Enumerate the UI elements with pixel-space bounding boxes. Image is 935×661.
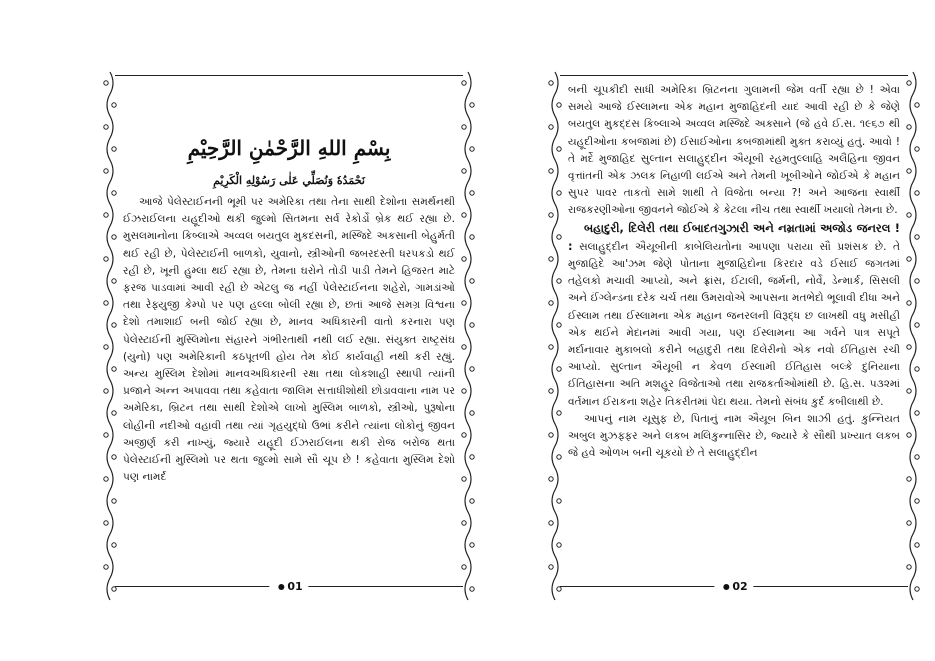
page-number-right: 02	[714, 579, 753, 595]
vine-border-right	[461, 72, 475, 590]
page-number-left: 01	[269, 579, 308, 595]
section-body: સલાહુદ્દીન ઐયૂબીની કાબેલિયતોના આપણા પરાયા સૌ પ્રશંસક છે. તે મુજાહિદે આ'ઝમ જેણે પોતાના મુજાહિદોના કિરદાર વડે ઈસાઈ જગતમાં તહેલકો મચાવી આપ્યો, અને ફ્રાંસ, ઈટાલી, જર્મની, નોર્વે, ડેન્માર્ક, સિસલી અને ઈંગ્લેન્ડના દરેક ચર્ચ તથા ઉમરાવોએ આપસના મતભેદો ભૂલાવી દીધા અને ઈસ્લામ તથા ઈસ્લામના એક મહાન જનરલની વિરૂદ્ધ છ લાખથી વધુ મસીહી એક થઈને મેદાનમાં આવી ગયા, પણ ઈસ્લામના આ ગર્વને પાત્ર સપૂતે મર્દાનાવાર મુકાબલો કરીને બહાદુરી તથા દિલેરીનો એક નવો ઈતિહાસ રચી આપ્યો. સુલ્તાન ઐયૂબી ન કેવળ ઈસ્લામી ઈતિહાસ બલ્કે દુનિયાના ઈતિહાસના અતિ મશહૂર વિજેતાઓ તથા રાજકર્તાઓમાંથી છે. હિ.સ. પ૩૨માં વર્તમાન ઈરાકના શહેર તિકરીતમાં પેદા થયા. તેમનો સંબંધ કુર્દ કબીલાથી છે.	[568, 240, 900, 408]
right-page	[560, 75, 908, 593]
right-page-content	[568, 82, 900, 572]
vine-border-right	[906, 72, 920, 590]
bismillah-calligraphy: بِسْمِ اللهِ الرَّحْمٰنِ الرَّحِيْمِ	[187, 136, 391, 160]
right-paragraph-1: બની ચૂપકીદી સાધી અમેરિકા બ્રિટનના ગુલામની જેમ વર્તી રહ્યા છે ! એવા સમયે આજે ઈસ્લામના એક મહાન મુજાહિદની યાદ આવી રહી છે કે જેણે બયતુલ મુકદ્દસ કિબ્લાએ અવ્વલ મસ્જિદે અક્સાને (જે હવે ઈ.સ. ૧૯૬૭ થી યહૂદીઓના કબજામાં છે) ઈસાઈઓના કબજામાંથી મુક્ત કરાવ્યું હતું. આવો ! તે મર્દે મુજાહિદ સુલ્તાન સલાહુદ્દીન ઐયૂબી રહમતુલ્લાહિ અલૈહિના જીવન વૃત્તાંતની એક ઝલક નિહાળી લઈએ અને તેમની ખૂબીઓને જોઈએ કે મહાન સુપર પાવર તાકતો સામે શાથી તે વિજેતા બન્યા ?! અને આજના સ્વાર્થી રાજકરણીઓના જીવનને જોઈએ કે કેટલા નીચ તથા સ્વાર્થી ખયાલો તેમના છે.	[568, 84, 900, 217]
right-paragraph-3: આપનું નામ યૂસુફ છે, પિતાનું નામ ઐયૂબ બિન શાઝી હતું. કુન્નિયત અબુલ મુઝફ્ફર અને લકબ મલિકુન્નાસિર છે, જ્યારે કે સૌથી પ્રખ્યાત લકબ જે હવે ઓળખ બની ચૂકયો છે તે સલાહુદ્દીન	[568, 412, 900, 460]
vine-border-left	[548, 72, 562, 590]
hamd-line: نَحْمَدُهٗ وَنُصَلِّي عَلٰى رَسُوْلِهِ الْكَرِيْمِ	[213, 174, 365, 187]
bullet-icon	[723, 584, 729, 590]
left-paragraph: આજે પેલેસ્ટાઈનની ભૂમી પર અમેરિકા તથા તેના સાથી દેશોના સમર્થનથી ઈઝરાઈલના યહૂદીઓ થકી જુલ્મો સિતમના સર્વ રેકોર્ડો બ્રેક થઈ રહ્યા છે. મુસલમાનોના કિબ્લાએ અવ્વલ બયતુલ મુકદસની, મસ્જિદે અકસાની બેહુર્મતી થઈ રહી છે, પેલેસ્ટાઈની બાળકો, યુવાનો, સ્ત્રીઓની જબરદસ્તી ધરપકડો થઈ રહી છે, ખૂની હુમ્લા થઈ રહ્યા છે, તેમના ઘરોને તોડી પાડી તેમને હિજરત માટે ફરજ પાડવામાં આવી રહી છે એટલુ જ નહીં પેલેસ્ટાઈનના શહેરો, ગામડાંઓ તથા રેફ્યુજી કેમ્પો પર પણ હલ્લા બોલી રહ્યા છે, છતાં આજે સમગ્ર વિશ્વના દેશો તમાશાઈ બની જોઈ રહ્યા છે, માનવ અધિકારની વાતો કરનારા પણ પેલેસ્ટાઈની મુસ્લિમોના સંહારને ગંભીરતાથી નથી લઈ રહ્યા. સંયુક્ત રાષ્ટ્રસંઘ (યુનો) પણ અમેરિકાની કઠપૂતળી હોય તેમ કોઈ કાર્યવાહી નથી કરી રહ્યું. અન્ય મુસ્લિમ દેશોમાં માનવઅધિકારની રક્ષા તથા લોકશાહી સ્થાપી ત્યાંની પ્રજાને અન્ન અપાવવા તથા કહેવાતા જાલિમ સત્તાધીશોથી છોડાવવાના નામ પર અમેરિકા, બ્રિટન તથા સાથી દેશોએ લાખો મુસ્લિમ બાળકો, સ્ત્રીઓ, પુરૂષોના લોહીની નદીઓ વહાવી તથા ત્યાં ગૃહયુદ્ધો ઉભાં કરીને ત્યાંના લોકોનું જીવન અજીર્ણ કરી નાખ્યું, જ્યારે યહૂદી ઈઝરાઈલના થકી રોજ બરોજ થતા પેલેસ્ટાઈની મુસ્લિમો પર થતા જુલ્મો સામે સૌ ચૂપ છે ! કહેવાતા મુસ્લિમ દેશો પણ નામર્દ	[123, 196, 455, 484]
left-page-content	[123, 82, 455, 572]
right-paragraph-2	[568, 220, 900, 411]
left-page	[115, 75, 463, 593]
section-heading: બહાદુરી, દિલેરી તથા ઈબાદતગુઝારી અને નમ્રતામાં અજોડ જનરલ ! :	[568, 220, 900, 253]
bullet-icon	[278, 584, 284, 590]
vine-border-left	[103, 72, 117, 590]
